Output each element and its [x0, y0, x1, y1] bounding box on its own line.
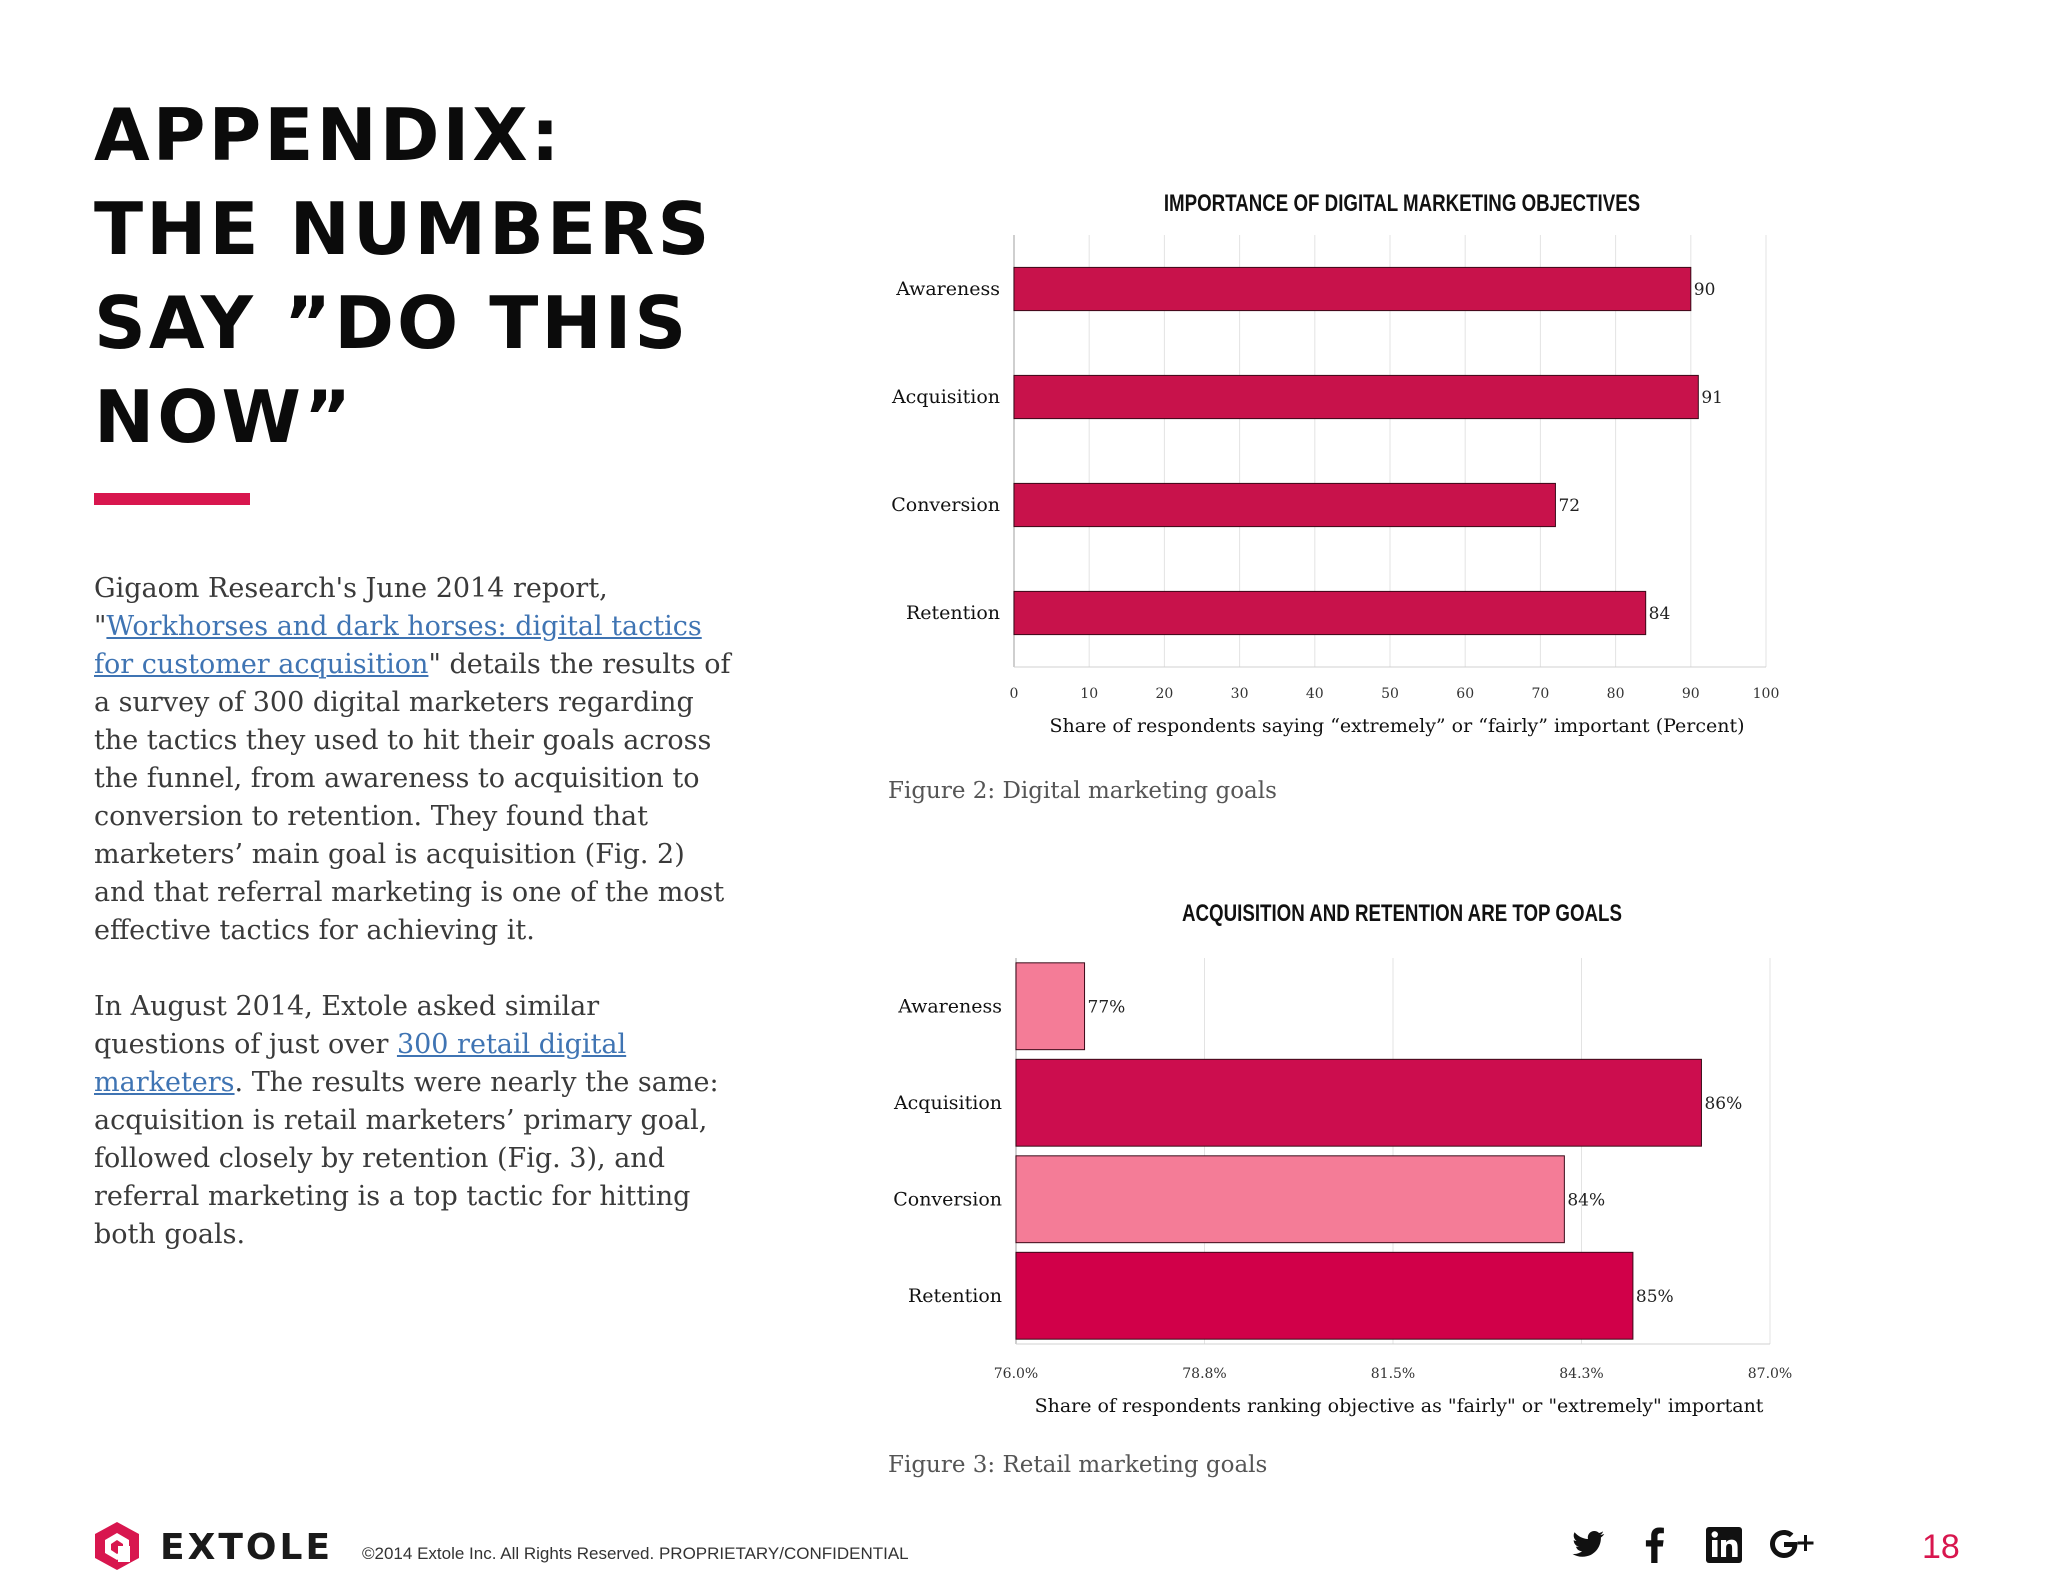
chart-category-label: Retention	[907, 1284, 1002, 1307]
chart-x-axis-label: Share of respondents saying “extremely” or “fairly” important (Percent)	[1049, 715, 1745, 737]
chart-bar	[1016, 963, 1085, 1050]
gigaom-report-link[interactable]: Workhorses and dark horses: digital tactics for customer acquisition	[94, 611, 702, 680]
chart-category-label: Awareness	[898, 995, 1002, 1018]
chart-value-label: 86%	[1704, 1093, 1743, 1114]
chart-bar	[1014, 375, 1698, 418]
chart-tick-label: 0	[1009, 686, 1019, 702]
chart-value-label: 77%	[1087, 997, 1126, 1018]
body-text	[94, 570, 734, 1292]
chart2-svg	[880, 950, 1820, 1430]
chart-value-label: 84%	[1567, 1190, 1606, 1211]
chart-tick-label: 40	[1305, 686, 1324, 702]
paragraph-2	[94, 988, 734, 1254]
chart-category-label: Acquisition	[891, 386, 1000, 408]
title-line: SAY ”DO THIS	[94, 281, 690, 365]
chart-tick-label: 84.3%	[1559, 1366, 1604, 1382]
p2-pre: In August 2014, Extole asked similar questions of just over	[94, 991, 600, 1060]
chart-tick-label: 70	[1531, 686, 1550, 702]
chart-value-label: 90	[1693, 280, 1716, 300]
chart-tick-label: 80	[1606, 686, 1625, 702]
retail-marketers-link[interactable]: 300 retail digital marketers	[94, 1029, 627, 1098]
chart-tick-label: 50	[1381, 686, 1399, 702]
chart-category-label: Acquisition	[893, 1091, 1002, 1114]
page-title	[94, 88, 854, 464]
paragraph-1	[94, 570, 734, 950]
chart-tick-label: 10	[1080, 686, 1099, 702]
chart-bar	[1014, 267, 1691, 310]
chart-category-label: Awareness	[896, 278, 1000, 300]
chart-tick-label: 90	[1681, 686, 1700, 702]
chart-tick-label: 20	[1155, 686, 1174, 702]
chart-tick-label: 30	[1230, 686, 1249, 702]
page-number: 18	[1922, 1528, 1960, 1566]
chart-value-label: 72	[1558, 496, 1581, 516]
chart-x-axis-label: Share of respondents ranking objective as "fairly" or "extremely" important	[1034, 1395, 1764, 1417]
title-line: APPENDIX:	[94, 93, 563, 177]
google-plus-icon[interactable]	[1770, 1525, 1816, 1565]
chart1-svg	[880, 225, 1820, 785]
copyright-text: ©2014 Extole Inc. All Rights Reserved. PROPRIETARY/CONFIDENTIAL	[362, 1544, 909, 1563]
chart1-caption: Figure 2: Digital marketing goals	[888, 778, 1277, 804]
chart2-title: ACQUISITION AND RETENTION ARE TOP GOALS	[1182, 900, 1622, 927]
chart-tick-label: 76.0%	[993, 1366, 1039, 1382]
chart1-title: IMPORTANCE OF DIGITAL MARKETING OBJECTIVES	[1163, 190, 1641, 217]
chart-value-label: 91	[1701, 388, 1723, 408]
chart-bar	[1016, 1252, 1633, 1339]
extole-logo-icon	[92, 1520, 142, 1572]
p2-post: . The results were nearly the same: acquisition is retail marketers’ primary goal, followed closely by retention (Fig. 3), and referral marketing is a top tactic for hitting both goals.	[94, 1067, 719, 1250]
chart-tick-label: 87.0%	[1747, 1366, 1793, 1382]
chart-category-label: Conversion	[891, 494, 1000, 516]
p1-pre: Gigaom Research's June 2014 report, "	[94, 573, 608, 642]
chart-category-label: Retention	[905, 602, 1000, 624]
chart-tick-label: 81.5%	[1370, 1366, 1416, 1382]
twitter-icon[interactable]	[1568, 1525, 1608, 1565]
chart-tick-label: 100	[1752, 686, 1780, 702]
linkedin-icon[interactable]	[1704, 1525, 1744, 1565]
chart-category-label: Conversion	[893, 1188, 1002, 1211]
chart-bar	[1014, 483, 1555, 526]
title-line: NOW”	[94, 375, 355, 459]
chart-bar	[1016, 1156, 1564, 1243]
chart-bar	[1016, 1059, 1701, 1146]
title-accent-divider	[94, 493, 250, 505]
chart-value-label: 84	[1648, 604, 1671, 624]
title-line: THE NUMBERS	[94, 187, 713, 271]
p1-post: " details the results of a survey of 300 digital marketers regarding the tactics they used to hit their goals across the funnel, from awareness to acquisition to conversion to retention. They found that marketers’ main goal is acquisition (Fig. 2) and that referral marketing is one of the most effective tactics for achieving it.	[94, 649, 731, 946]
facebook-icon[interactable]	[1635, 1525, 1675, 1565]
chart2-caption: Figure 3: Retail marketing goals	[888, 1452, 1268, 1478]
chart-tick-label: 78.8%	[1182, 1366, 1227, 1382]
chart-tick-label: 60	[1456, 686, 1475, 702]
chart-bar	[1014, 591, 1646, 634]
footer-brand: EXTOLE	[160, 1527, 334, 1568]
chart-value-label: 85%	[1635, 1286, 1674, 1307]
